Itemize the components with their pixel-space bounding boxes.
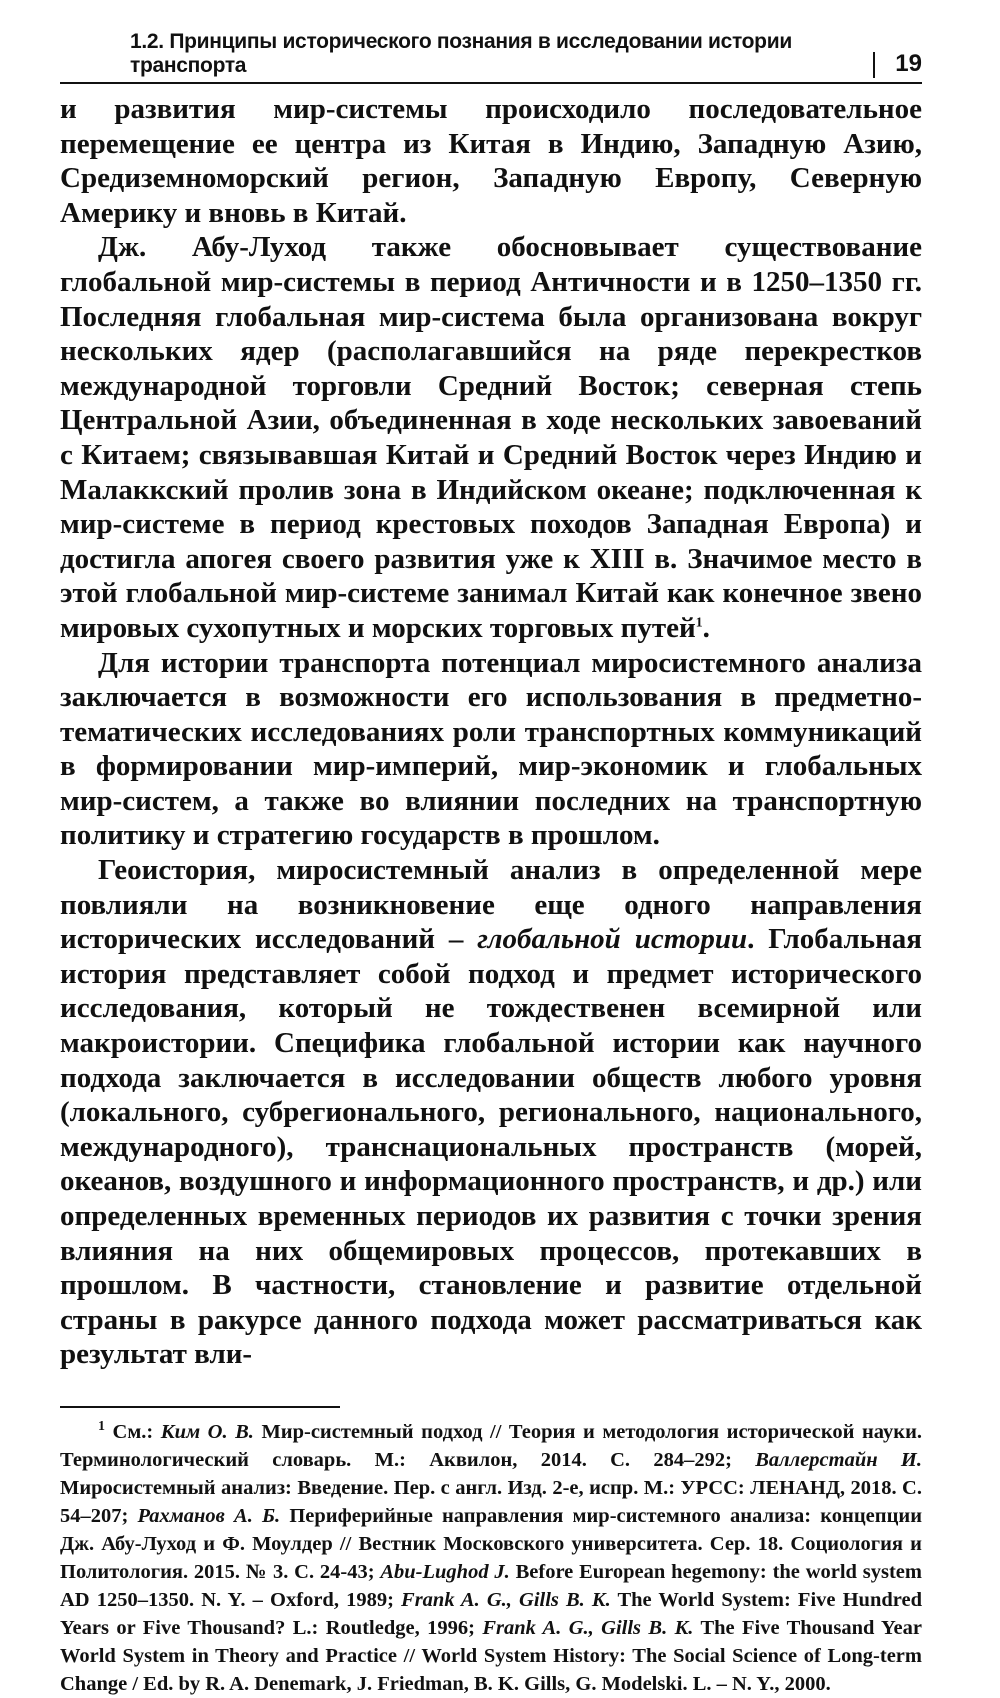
footnote-author: Frank A. G., Gills B. K. bbox=[401, 1588, 611, 1611]
footnote-text: См.: bbox=[112, 1420, 161, 1443]
header-divider bbox=[873, 52, 875, 78]
running-header bbox=[60, 30, 922, 84]
paragraph-4 bbox=[60, 853, 922, 1372]
footnote-text: The Five Thousand Year World System in Theory and Practice // World System History: The Social Science of Long-term Change / Ed. by R. A. Denemark, J. Friedman, B. K. Gills, G. Modelski. L. – N. Y., 2000. bbox=[60, 1616, 922, 1695]
footnote-author: Валлерстайн И. bbox=[755, 1448, 922, 1471]
header-right-block bbox=[851, 50, 922, 78]
footnote-text: The World System: Five Hundred Years or Five Thousand? L.: Routledge, 1996; bbox=[60, 1588, 922, 1639]
footnote-author: Abu-Lughod J. bbox=[380, 1560, 510, 1583]
paragraph-4-start: Геоистория, миросистемный анализ в определенной мере повлияли на возникновение еще одного направления исторических исследований – bbox=[60, 854, 922, 956]
footnote-separator bbox=[60, 1406, 340, 1408]
footnote-text: Миросистемный анализ: Введение. Пер. с англ. Изд. 2-е, испр. М.: УРСС: ЛЕНАНД, 2018. С. 54–207; bbox=[60, 1476, 922, 1527]
footnote-mark: 1 bbox=[98, 1419, 105, 1435]
paragraph-2 bbox=[60, 230, 922, 645]
footnote-reference[interactable]: 1 bbox=[695, 615, 703, 631]
chapter-section-title: 1.2. Принципы исторического познания в исследовании истории транспорта bbox=[130, 30, 792, 77]
italic-term: глобальной истории bbox=[477, 923, 748, 956]
paragraph-1: и развития мир-системы происходило последовательное перемещение ее центра из Китая в Индию, Западную Азию, Средиземноморский регион, Западную Европу, Северную Америку и вновь в Китай. bbox=[60, 93, 922, 229]
footnote-author: Frank A. G., Gills B. K. bbox=[482, 1616, 694, 1639]
page-number: 19 bbox=[895, 50, 922, 77]
main-text bbox=[60, 92, 922, 1372]
book-page bbox=[60, 30, 922, 1698]
paragraph-3: Для истории транспорта потенциал миросистемного анализа заключается в возможности его использования в предметно-тематических исследованиях роли транспортных коммуникаций в формировании мир-империй, мир-экономик и глобальных мир-систем, а также во влиянии последних на транспортную политику и стратегию государств в прошлом. bbox=[60, 646, 922, 852]
paragraph-2-text: Дж. Абу-Луход также обосновывает существование глобальной мир-системы в период Античности и в 1250–1350 гг. Последняя глобальная мир-система была организована вокруг нескольких ядер (располагавшийся на ряде перекрестков международной торговли Средний Восток; северная степь Центральной Азии, объединенная в ходе нескольких завоеваний с Китаем; связывавшая Китай и Средний Восток через Индию и Малаккский пролив зона в Индийском океане; подключенная к мир-системе в период крестовых походов Западная Европа) и достигла апогея своего развития уже к XIII в. Значимое место в этой глобальной мир-системе занимал Китай как конечное звено мировых сухопутных и морских торговых путей bbox=[60, 231, 922, 644]
footnote-author: Рахманов А. Б. bbox=[137, 1504, 281, 1527]
paragraph-2-end: . bbox=[702, 611, 710, 644]
paragraph-4-end: . Глобальная история представляет собой подход и предмет исторического исследования, который не тождественен всемирной или макроистории. Специфика глобальной истории как научного подхода заключается в исследовании обществ любого уровня (локального, субрегионального, регионального, национального, международного), транснациональных пространств (морей, океанов, воздушного и информационного пространств, и др.) или определенных временных периодов их развития с точки зрения влияния на них общемировых процессов, протекавших в прошлом. В частности, становление и развитие отдельной страны в ракурсе данного подхода может рассматриваться как результат вли- bbox=[60, 923, 922, 1371]
footnote-text: Мир-системный подход // Теория и методология исторической науки. Терминологический словарь. М.: Аквилон, 2014. С. 284–292; bbox=[60, 1420, 923, 1471]
footnotes bbox=[60, 1418, 922, 1698]
footnote-text: Периферийные направления мир-системного анализа: концепции Дж. Абу-Луход и Ф. Моулдер // Вестник Московского университета. Сер. 18. Социология и Политология. 2015. № 3. С. 24-43; bbox=[60, 1504, 923, 1583]
footnote-text: Before European hegemony: the world system AD 1250–1350. N. Y. – Oxford, 1989; bbox=[60, 1560, 922, 1611]
footnote-author: Ким О. В. bbox=[160, 1420, 254, 1443]
footnote-1 bbox=[60, 1418, 922, 1698]
